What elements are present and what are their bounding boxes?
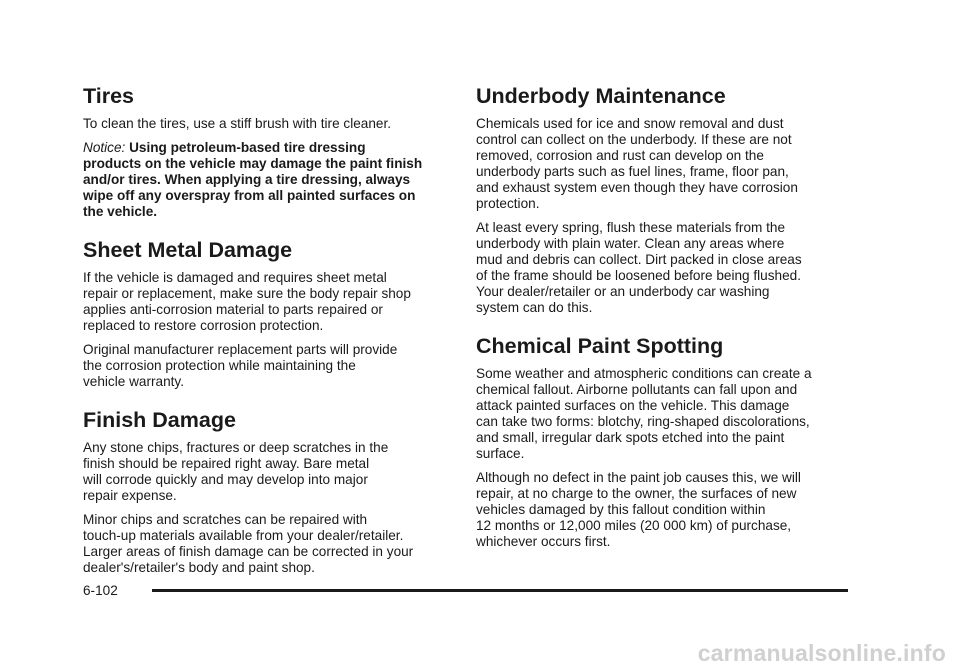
left-column — [83, 84, 453, 584]
underbody-paragraph-1: Chemicals used for ice and snow removal and dust control can collect on the underbody. If these are not removed, corrosion and rust can develop on the underbody parts such as fuel lines, frame, floor pan, and exhaust system even though they have corrosion protection. — [476, 116, 798, 211]
tires-notice — [83, 140, 453, 220]
finish-damage-heading: Finish Damage — [83, 408, 236, 432]
notice-label: Notice: — [83, 140, 126, 155]
sheet-metal-heading: Sheet Metal Damage — [83, 238, 293, 262]
tires-paragraph: To clean the tires, use a stiff brush with tire cleaner. — [83, 116, 392, 131]
sheet-metal-paragraph-1: If the vehicle is damaged and requires sheet metal repair or replacement, make sure the body repair shop applies anti-corrosion material to parts repaired or replaced to restore corrosion protection. — [83, 270, 411, 333]
watermark: carmanualsonline.info — [697, 640, 946, 666]
notice-text: Using petroleum-based tire dressing products on the vehicle may damage the paint finish and/or tires. When applying a tire dressing, always wipe off any overspray from all painted surfaces on the vehicle. — [83, 140, 423, 219]
chemical-paint-paragraph-2: Although no defect in the paint job causes this, we will repair, at no charge to the owner, the surfaces of new vehicles damaged by this fallout condition within 12 months or 12,000 miles (20 000 km) of purchase, whichever occurs first. — [476, 470, 801, 549]
underbody-heading: Underbody Maintenance — [476, 84, 726, 108]
footer-rule — [152, 589, 848, 592]
right-column — [476, 84, 848, 558]
chemical-paint-paragraph-1: Some weather and atmospheric conditions can create a chemical fallout. Airborne pollutants can fall upon and attack painted surfaces on the vehicle. This damage can take two forms: blotchy, ring-shaped discolorations, and small, irregular dark spots etched into the paint surface. — [476, 366, 812, 461]
chemical-paint-heading: Chemical Paint Spotting — [476, 334, 724, 358]
finish-damage-paragraph-2: Minor chips and scratches can be repaired with touch-up materials available from your dealer/retailer. Larger areas of finish damage can be corrected in your dealer's/retailer's body and paint shop. — [83, 512, 414, 575]
tires-heading: Tires — [83, 84, 134, 108]
underbody-paragraph-2: At least every spring, flush these materials from the underbody with plain water. Clean any areas where mud and debris can collect. Dirt packed in close areas of the frame should be loosened before being flushed. Your dealer/retailer or an underbody car washing system can do this. — [476, 220, 802, 315]
sheet-metal-paragraph-2: Original manufacturer replacement parts will provide the corrosion protection while maintaining the vehicle warranty. — [83, 342, 398, 389]
page-number: 6-102 — [83, 583, 118, 598]
finish-damage-paragraph-1: Any stone chips, fractures or deep scratches in the finish should be repaired right away. Bare metal will corrode quickly and may develop into major repair expense. — [83, 440, 389, 503]
